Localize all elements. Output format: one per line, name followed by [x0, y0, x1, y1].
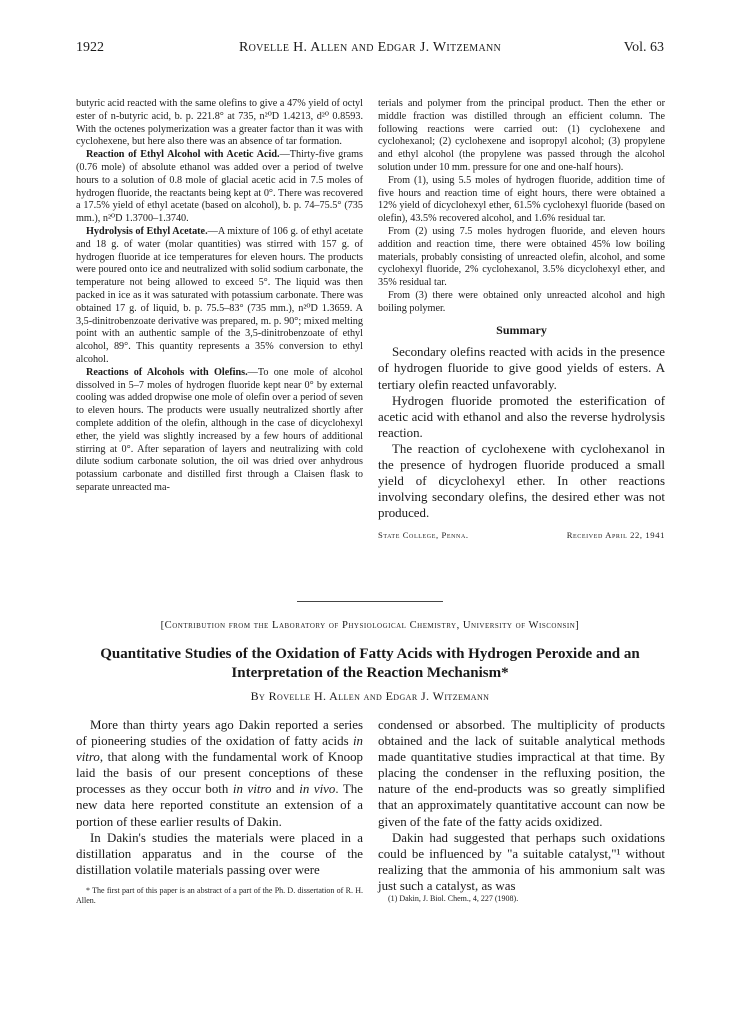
run-in-heading: Reactions of Alcohols with Olefins.: [86, 366, 248, 378]
text-run: . The new data here reported constitute an extension of a portion of these earlier results of Dakin.: [76, 782, 363, 829]
paragraph-text: —Thirty-five grams (0.76 mole) of absolute ethanol was added over a period of twelve hours to a solution of 0.8 mole of glacial acetic acid in 7.5 moles of hydrogen fluoride, the reactants being kept at 0°. There was recovered a 17.5% yield of ethyl acetate (based on alcohol), b. p. 74–75.5° (735 mm.), n²⁰D 1.3700–1.3740.: [76, 149, 363, 225]
title-line-2: Interpretation of the Reaction Mechanism*: [231, 665, 509, 681]
paragraph: [76, 149, 363, 226]
paragraph: [378, 175, 665, 226]
summary-heading: Summary: [496, 322, 547, 337]
paragraph: [76, 367, 363, 495]
italic-run: in vivo: [299, 782, 336, 797]
text-run: , that along with the fundamental work of Knoop laid the basis of our present conceptions of these processes as they occur both: [76, 750, 363, 797]
article-title: [76, 645, 664, 683]
paragraph-text: From (3) there were obtained only unreacted alcohol and high boiling polymer.: [378, 289, 665, 314]
footnote-1: (1) Dakin, J. Biol. Chem., 4, 227 (1908).: [388, 894, 519, 904]
article-paragraph-4: Dakin had suggested that perhaps such oxidations could be influenced by "a suitable catalyst,"¹ without realizing that the ammonia of his ammonium salt was just such a catalyst, as was: [378, 830, 665, 893]
text-run: and: [271, 782, 300, 797]
paragraph: [76, 226, 363, 367]
footnote-star: * The first part of this paper is an abstract of a part of the Ph. D. dissertation of R. H. Allen.: [76, 885, 363, 905]
top-right-paragraphs: [378, 98, 665, 316]
article-paragraph-3: condensed or absorbed. The multiplicity of products obtained and the lack of suitable analytical methods made quantitative studies impractical at that time. By placing the condenser in the refluxing position, the nature of the end-products was so greatly simplified that an approximately quantitative account can now be given of the fate of the fatty acids oxidized.: [378, 718, 665, 829]
top-left-column: [76, 98, 363, 495]
volume-label: Vol. 63: [623, 40, 664, 55]
summary-paragraph-3: The reaction of cyclohexene with cyclohexanol in the presence of hydrogen fluoride produced a small yield of dicyclohexyl ether. In other reactions involving secondary olefins, the desired ether was not produced.: [378, 441, 665, 521]
section-divider: [297, 601, 443, 602]
run-in-heading: Reaction of Ethyl Alcohol with Acetic Acid.: [86, 149, 280, 161]
article-paragraph-1: [76, 717, 363, 830]
paragraph: [76, 98, 363, 149]
paragraph-text: From (2) using 7.5 moles hydrogen fluoride, and eleven hours addition and reaction time, there were obtained 45% low boiling materials, probably consisting of unreacted olefin, alcohol, and some cyclohexyl fluoride, 2% cyclohexanol, 3.5% dicyclohexyl ether, and 35% residual tar.: [378, 225, 665, 289]
italic-run: in vitro: [76, 734, 363, 765]
byline: By Rovelle H. Allen and Edgar J. Witzemann: [250, 689, 490, 703]
paragraph-text: terials and polymer from the principal product. Then the ether or middle fraction was distilled through an efficient column. The following reactions were carried out: (1) cyclohexene and cyclohexanol; (2) cyclohexene and isopropyl alcohol; (3) propylene and ethyl alcohol (the propylene was passed through the alcohol solution under 10 mm. pressure for one and one-half hours).: [378, 98, 665, 173]
signature-line: [378, 529, 665, 542]
italic-run: in vitro: [232, 782, 272, 797]
article-right-column: [378, 717, 665, 904]
paragraph-text: —To one mole of alcohol dissolved in 5–7 moles of hydrogen fluoride kept near 0° by external cooling was added dropwise one mole of olefin over a period of seven to eleven hours. The products were usually neutralized shortly after complete addition of the olefin, although in the case of dicyclohexyl ether, the yield was slightly increased by a few hours of additional stirring at 0°. After separation of layers and neutralizing with cold dilute sodium carbonate solution, the oil was dried over anhydrous potassium carbonate and distilled first through a Claisen flask to separate unreacted ma-: [76, 366, 363, 493]
summary-paragraph-2: Hydrogen fluoride promoted the esterification of acetic acid with ethanol and also the reverse hydrolysis reaction.: [378, 393, 665, 440]
article-paragraph-2: In Dakin's studies the materials were placed in a distillation apparatus and in the course of the distillation volatile materials passing over were: [76, 830, 363, 877]
received-date: Received April 22, 1941: [566, 530, 665, 541]
paragraph: [378, 98, 665, 175]
location: State College, Penna.: [378, 530, 469, 541]
summary-paragraph-1: Secondary olefins reacted with acids in the presence of hydrogen fluoride to give good yields of esters. A tertiary olefin reacted unfavorably.: [378, 345, 665, 392]
paragraph: [378, 226, 665, 290]
page-number: 1922: [76, 40, 104, 55]
contribution-line: [Contribution from the Laboratory of Physiological Chemistry, University of Wisconsin]: [160, 620, 580, 631]
top-right-column: [378, 98, 665, 542]
title-line-1: Quantitative Studies of the Oxidation of Fatty Acids with Hydrogen Peroxide and an: [100, 646, 640, 662]
paragraph-text: —A mixture of 106 g. of ethyl acetate and 18 g. of water (molar quantities) was stirred with 157 g. of hydrogen fluoride at ice temperatures for eleven hours. The products were poured onto ice and neutralized with solid sodium carbonate, the temperature not being allowed to exceed 5°. The liquid was then packed in ice as it was saturated with potassium carbonate. There was obtained 17 g. of liquid, b. p. 75.5–83° (735 mm.), n²⁰D 1.3659. A 3,5-dinitrobenzoate derivative was prepared, m. p. 90°; mixed melting point with an authentic sample of the 3,5-dinitrobenzoate of ethyl alcohol, 89°. This quantity represents a 35% conversion to ethyl alcohol.: [76, 225, 363, 365]
paragraph: [378, 290, 665, 316]
page-header: [76, 40, 664, 58]
run-in-heading: Hydrolysis of Ethyl Acetate.: [86, 225, 208, 237]
article-left-column: [76, 717, 363, 906]
paragraph-text: butyric acid reacted with the same olefins to give a 47% yield of octyl ester of n-butyric acid, b. p. 221.8° at 735, n²⁰D 1.4213, d²⁰ 0.8593. With the octenes polymerization was a greater factor than it was with cyclohexene, but here also there was an absence of tar formation.: [76, 98, 363, 148]
running-head: Rovelle H. Allen and Edgar J. Witzemann: [238, 40, 502, 55]
text-run: More than thirty years ago Dakin reported a series of pioneering studies of the oxidation of fatty acids: [76, 718, 363, 749]
paragraph-text: From (1), using 5.5 moles of hydrogen fluoride, addition time of five hours and reaction time of eight hours, there were obtained a 12% yield of dicyclohexyl ether, 61.5% cyclohexyl fluoride (based on olefin), 43.5% recovered alcohol, and 1.6% residual tar.: [378, 174, 665, 225]
summary-body: [378, 344, 665, 521]
